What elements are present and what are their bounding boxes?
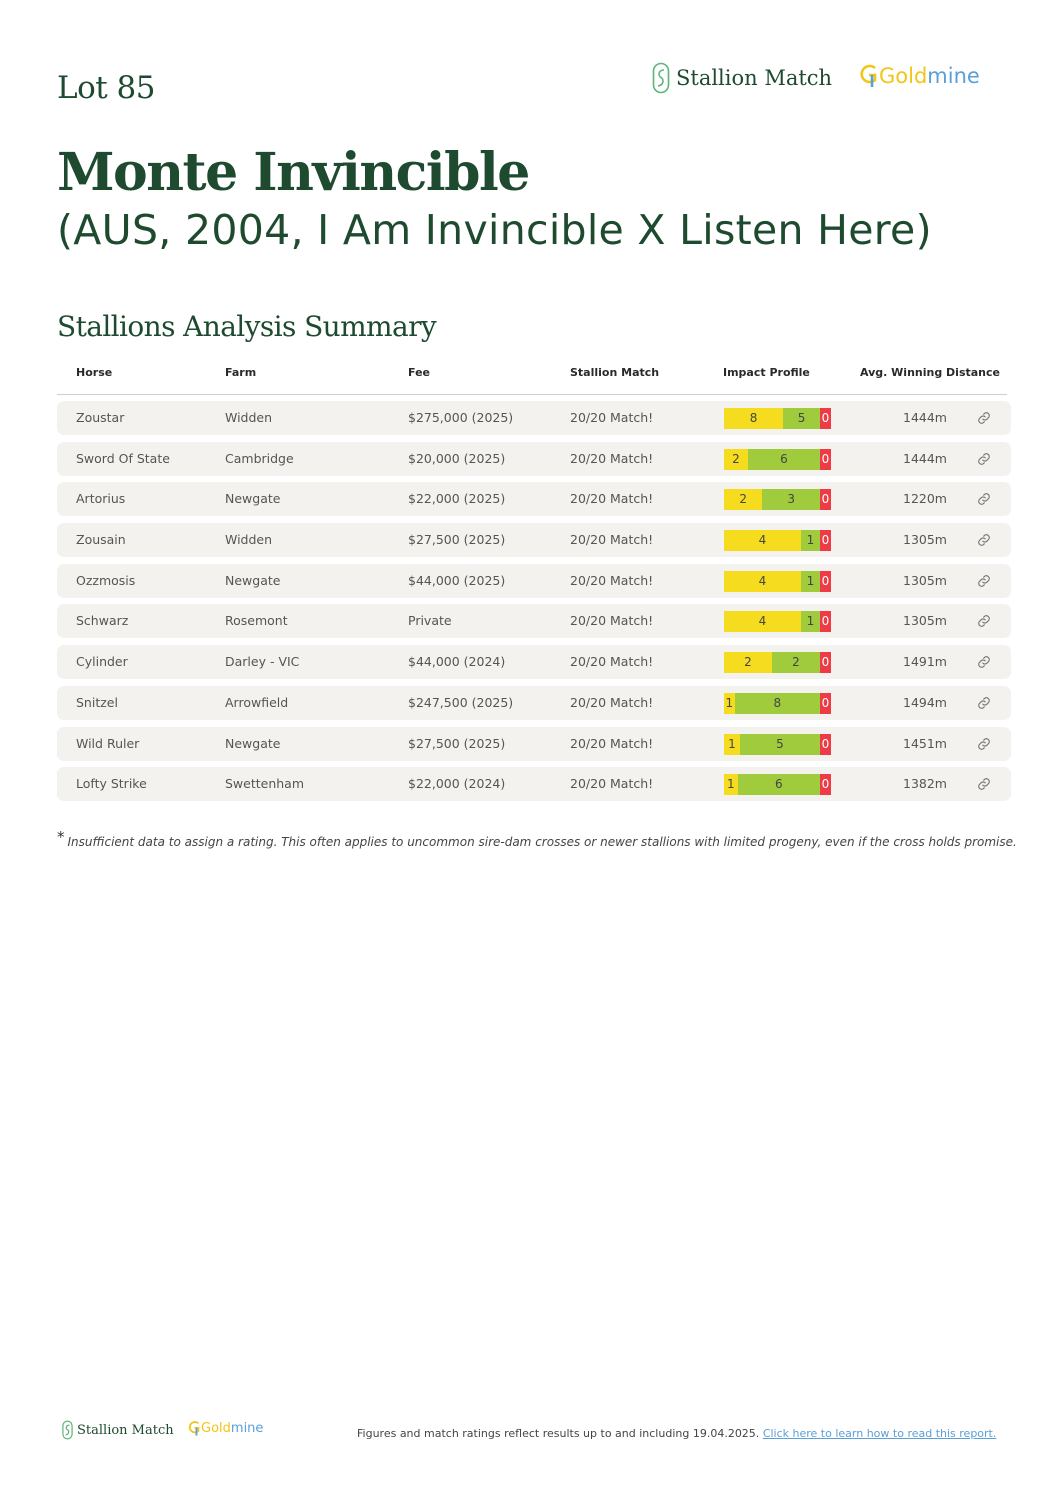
stallion-match-wordmark: Stallion Match: [77, 1422, 174, 1438]
avg-winning-distance-cell: 1305m: [903, 572, 947, 588]
impact-segment-yellow: 1: [724, 774, 738, 795]
column-header-impact-profile: Impact Profile: [723, 366, 810, 379]
impact-segment-red: 0: [820, 611, 831, 632]
impact-segment-red: 0: [820, 449, 831, 470]
impact-segment-yellow: 4: [724, 611, 801, 632]
column-header-farm: Farm: [225, 366, 257, 379]
footer-note: [357, 1427, 996, 1440]
footnote-text: Insufficient data to assign a rating. This often applies to uncommon sire-dam crosses or newer stallions with limited progeny, even if the cross holds promise.: [67, 835, 1017, 849]
impact-segment-red: 0: [820, 489, 831, 510]
link-icon[interactable]: [977, 696, 991, 710]
impact-segment-red: 0: [820, 774, 831, 795]
stallion-match-cell: 20/20 Match!: [570, 491, 654, 507]
horse-cell: Sword Of State: [76, 450, 170, 466]
table-header: [57, 362, 1007, 395]
horse-cell: Snitzel: [76, 694, 118, 710]
table-row: [57, 767, 1011, 801]
horse-pedigree: (AUS, 2004, I Am Invincible X Listen Here): [57, 206, 932, 254]
farm-cell: Newgate: [225, 572, 281, 588]
impact-segment-yellow: 4: [724, 530, 801, 551]
stallion-match-cell: 20/20 Match!: [570, 694, 654, 710]
stallion-match-cell: 20/20 Match!: [570, 735, 654, 751]
avg-winning-distance-cell: 1494m: [903, 694, 947, 710]
impact-segment-yellow: 2: [724, 489, 762, 510]
impact-profile-bar: [724, 530, 831, 551]
footer-note-text: Figures and match ratings reflect results up to and including 19.04.2025.: [357, 1427, 760, 1440]
stallion-match-icon: [62, 1420, 73, 1440]
goldmine-wordmark-gold: Gold: [201, 1421, 231, 1436]
link-icon[interactable]: [977, 574, 991, 588]
avg-winning-distance-cell: 1220m: [903, 491, 947, 507]
goldmine-wordmark-blue: mine: [230, 1421, 264, 1436]
table-row: [57, 727, 1011, 761]
stallion-match-cell: 20/20 Match!: [570, 572, 654, 588]
stallion-match-logo-footer: [62, 1420, 174, 1440]
avg-winning-distance-cell: 1451m: [903, 735, 947, 751]
link-icon[interactable]: [977, 452, 991, 466]
section-title: Stallions Analysis Summary: [57, 310, 437, 343]
fee-cell: $44,000 (2024): [408, 654, 506, 670]
farm-cell: Rosemont: [225, 613, 288, 629]
fee-cell: $44,000 (2025): [408, 572, 506, 588]
impact-segment-green: 5: [740, 734, 820, 755]
column-header-avg-winning-distance: Avg. Winning Distance: [860, 366, 1000, 379]
horse-cell: Zousain: [76, 532, 126, 548]
impact-segment-green: 1: [801, 611, 820, 632]
table-row: [57, 401, 1011, 435]
impact-segment-red: 0: [820, 530, 831, 551]
link-icon[interactable]: [977, 492, 991, 506]
impact-segment-red: 0: [820, 734, 831, 755]
farm-cell: Newgate: [225, 491, 281, 507]
stallion-match-cell: 20/20 Match!: [570, 613, 654, 629]
impact-profile-bar: [724, 408, 831, 429]
impact-segment-green: 1: [801, 571, 820, 592]
goldmine-icon: [188, 1420, 201, 1437]
impact-segment-red: 0: [820, 571, 831, 592]
stallion-match-cell: 20/20 Match!: [570, 654, 654, 670]
fee-cell: $275,000 (2025): [408, 410, 514, 425]
column-header-fee: Fee: [408, 366, 430, 379]
link-icon[interactable]: [977, 533, 991, 547]
impact-segment-green: 5: [783, 408, 820, 429]
footnote: [57, 828, 1017, 850]
farm-cell: Widden: [225, 410, 273, 425]
horse-cell: Lofty Strike: [76, 776, 147, 792]
footnote-asterisk: *: [57, 828, 65, 846]
goldmine-wordmark-gold: Gold: [879, 64, 928, 88]
impact-profile-bar: [724, 693, 831, 714]
impact-segment-green: 6: [738, 774, 820, 795]
horse-cell: Artorius: [76, 491, 126, 507]
column-header-horse: Horse: [76, 366, 113, 379]
avg-winning-distance-cell: 1382m: [903, 776, 947, 792]
impact-segment-red: 0: [820, 408, 831, 429]
impact-profile-bar: [724, 652, 831, 673]
goldmine-wordmark-blue: mine: [927, 64, 980, 88]
goldmine-logo-footer: [188, 1420, 263, 1437]
fee-cell: Private: [408, 613, 452, 629]
impact-profile-bar: [724, 489, 831, 510]
impact-segment-red: 0: [820, 652, 831, 673]
impact-segment-yellow: 4: [724, 571, 801, 592]
horse-cell: Zoustar: [76, 410, 125, 425]
impact-segment-yellow: 8: [724, 408, 783, 429]
impact-profile-bar: [724, 774, 831, 795]
table-row: [57, 686, 1011, 720]
stallion-table-body: [57, 401, 1011, 808]
horse-name: Monte Invincible: [57, 142, 529, 203]
stallion-match-cell: 20/20 Match!: [570, 450, 654, 466]
table-row: [57, 523, 1011, 557]
stallion-match-icon: [652, 62, 670, 94]
link-icon[interactable]: [977, 737, 991, 751]
farm-cell: Swettenham: [225, 776, 305, 792]
impact-segment-red: 0: [820, 693, 831, 714]
goldmine-logo: [859, 63, 980, 89]
avg-winning-distance-cell: 1491m: [903, 654, 947, 670]
impact-segment-green: 6: [748, 449, 820, 470]
fee-cell: $22,000 (2025): [408, 491, 506, 507]
horse-cell: Ozzmosis: [76, 572, 136, 588]
column-header-stallion-match: Stallion Match: [570, 366, 660, 379]
fee-cell: $27,500 (2025): [408, 532, 506, 548]
impact-segment-yellow: 2: [724, 449, 748, 470]
table-row: [57, 564, 1011, 598]
farm-cell: Widden: [225, 532, 273, 548]
farm-cell: Cambridge: [225, 450, 294, 466]
stallion-match-cell: 20/20 Match!: [570, 410, 654, 425]
farm-cell: Arrowfield: [225, 694, 289, 710]
stallion-match-cell: 20/20 Match!: [570, 776, 654, 792]
link-icon[interactable]: [977, 411, 991, 425]
impact-segment-green: 1: [801, 530, 820, 551]
impact-profile-bar: [724, 449, 831, 470]
farm-cell: Darley - VIC: [225, 654, 300, 670]
impact-profile-bar: [724, 734, 831, 755]
fee-cell: $22,000 (2024): [408, 776, 506, 792]
impact-segment-yellow: 2: [724, 652, 772, 673]
lot-number: Lot 85: [57, 70, 156, 106]
fee-cell: $247,500 (2025): [408, 694, 514, 710]
link-icon[interactable]: [977, 655, 991, 669]
avg-winning-distance-cell: 1444m: [903, 410, 947, 425]
table-row: [57, 442, 1011, 476]
fee-cell: $20,000 (2025): [408, 450, 506, 466]
avg-winning-distance-cell: 1444m: [903, 450, 947, 466]
impact-segment-yellow: 1: [724, 734, 740, 755]
how-to-read-report-link[interactable]: Click here to learn how to read this report.: [762, 1427, 997, 1440]
table-row: [57, 482, 1011, 516]
impact-segment-yellow: 1: [724, 693, 735, 714]
impact-profile-bar: [724, 611, 831, 632]
stallion-match-logo: [652, 62, 832, 94]
stallion-match-wordmark: Stallion Match: [676, 66, 833, 90]
horse-cell: Cylinder: [76, 654, 128, 670]
impact-segment-green: 8: [735, 693, 820, 714]
stallion-match-cell: 20/20 Match!: [570, 532, 654, 548]
avg-winning-distance-cell: 1305m: [903, 613, 947, 629]
link-icon[interactable]: [977, 777, 991, 791]
avg-winning-distance-cell: 1305m: [903, 532, 947, 548]
table-row: [57, 604, 1011, 638]
farm-cell: Newgate: [225, 735, 281, 751]
horse-cell: Schwarz: [76, 613, 129, 629]
link-icon[interactable]: [977, 614, 991, 628]
table-row: [57, 645, 1011, 679]
impact-segment-green: 2: [772, 652, 820, 673]
goldmine-icon: [859, 63, 879, 89]
horse-cell: Wild Ruler: [76, 735, 140, 751]
impact-profile-bar: [724, 571, 831, 592]
impact-segment-green: 3: [762, 489, 820, 510]
fee-cell: $27,500 (2025): [408, 735, 506, 751]
brand-logos-top: [652, 60, 1002, 96]
